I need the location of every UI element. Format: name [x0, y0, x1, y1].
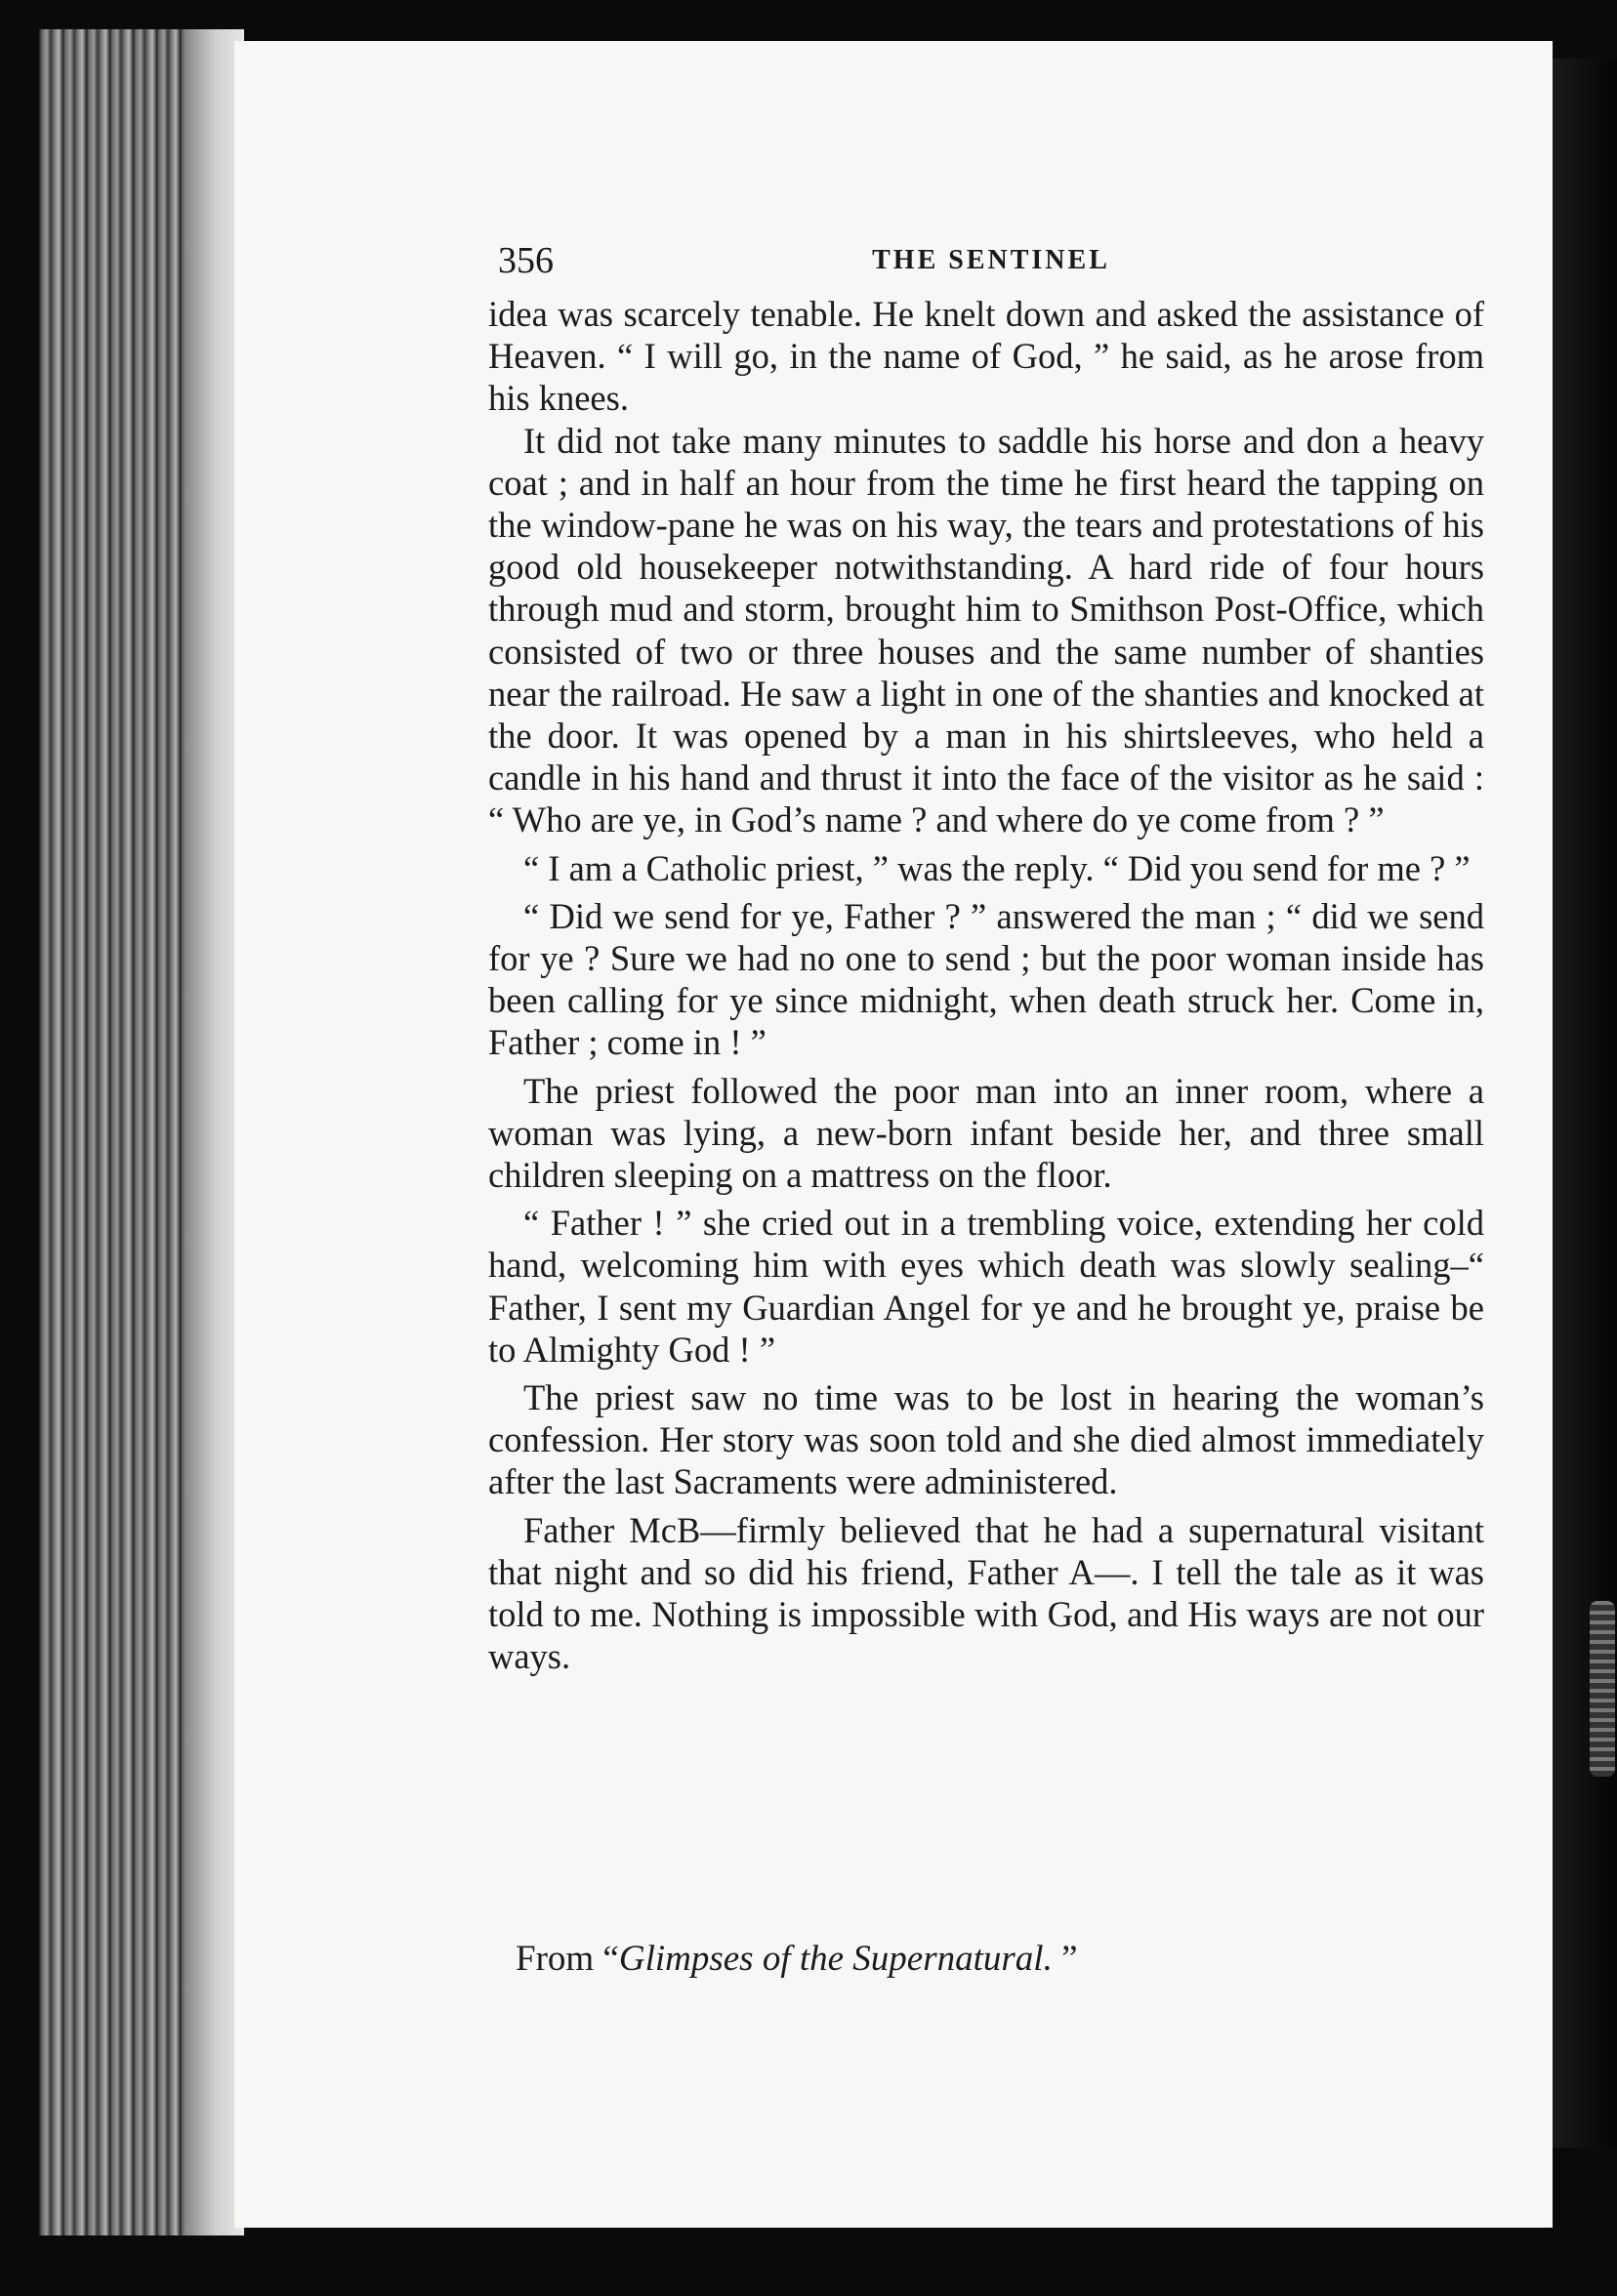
running-title: THE SENTINEL: [872, 245, 1110, 275]
paragraph: The priest saw no time was to be lost in hearing the woman’s confession. Her story was soon told and she died almost immediately after the last Sacraments were administered.: [488, 1377, 1484, 1502]
facing-page-edge: [1553, 59, 1617, 2148]
paragraph: idea was scarcely tenable. He knelt down and asked the assistance of Heaven. “ I will go, in the name of God, ” he said, as he arose from his knees.: [488, 294, 1484, 419]
source-prefix: From “: [516, 1939, 619, 1979]
paragraph: “ I am a Catholic priest, ” was the reply. “ Did you send for me ? ”: [523, 847, 1471, 888]
source-suffix: ”: [1052, 1939, 1078, 1979]
paragraph: “ Did we send for ye, Father ? ” answered the man ; “ did we send for ye ? Sure we had no one to send ; but the poor woman inside has been calling for ye since midnight, when death struck her. Come in, Father ; come in ! ”: [488, 895, 1484, 1063]
paragraph: Father McB—firmly believed that he had a supernatural visitant that night and so did his friend, Father A—. I tell the tale as it was told to me. Nothing is impossible with God, and His ways are not our ways.: [488, 1509, 1484, 1677]
paragraph: It did not take many minutes to saddle his horse and don a heavy coat ; and in half an hour from the time he first heard the tapping on the window-pane he was on his way, the tears and protestations of his good old housekeeper notwithstanding. A hard ride of four hours through mud and storm, brought him to Smithson Post-Office, which consisted of two or three houses and the same number of shanties near the railroad. He saw a light in one of the shanties and knocked at the door. It was opened by a man in his shirtsleeves, who held a candle in his hand and thrust it into the face of the visitor as he said : “ Who are ye, in God’s name ? and where do ye come from ? ”: [488, 420, 1484, 840]
page-header: [498, 239, 1484, 288]
paragraph: “ Father ! ” she cried out in a trembling voice, extending her cold hand, welcoming him with eyes which death was slowly sealing–“ Father, I sent my Guardian Angel for ye and he brought ye, praise be to Almighty God ! ”: [488, 1203, 1484, 1370]
source-citation: [516, 1938, 1078, 1980]
source-title: Glimpses of the Supernatural.: [618, 1939, 1053, 1979]
body-text: [488, 293, 1484, 1678]
page-number: 356: [498, 240, 554, 281]
paragraph: The priest followed the poor man into an inner room, where a woman was lying, a new-born infant beside her, and three small children sleeping on a mattress on the floor.: [488, 1070, 1484, 1196]
ornament-decoration: [1590, 1601, 1615, 1777]
